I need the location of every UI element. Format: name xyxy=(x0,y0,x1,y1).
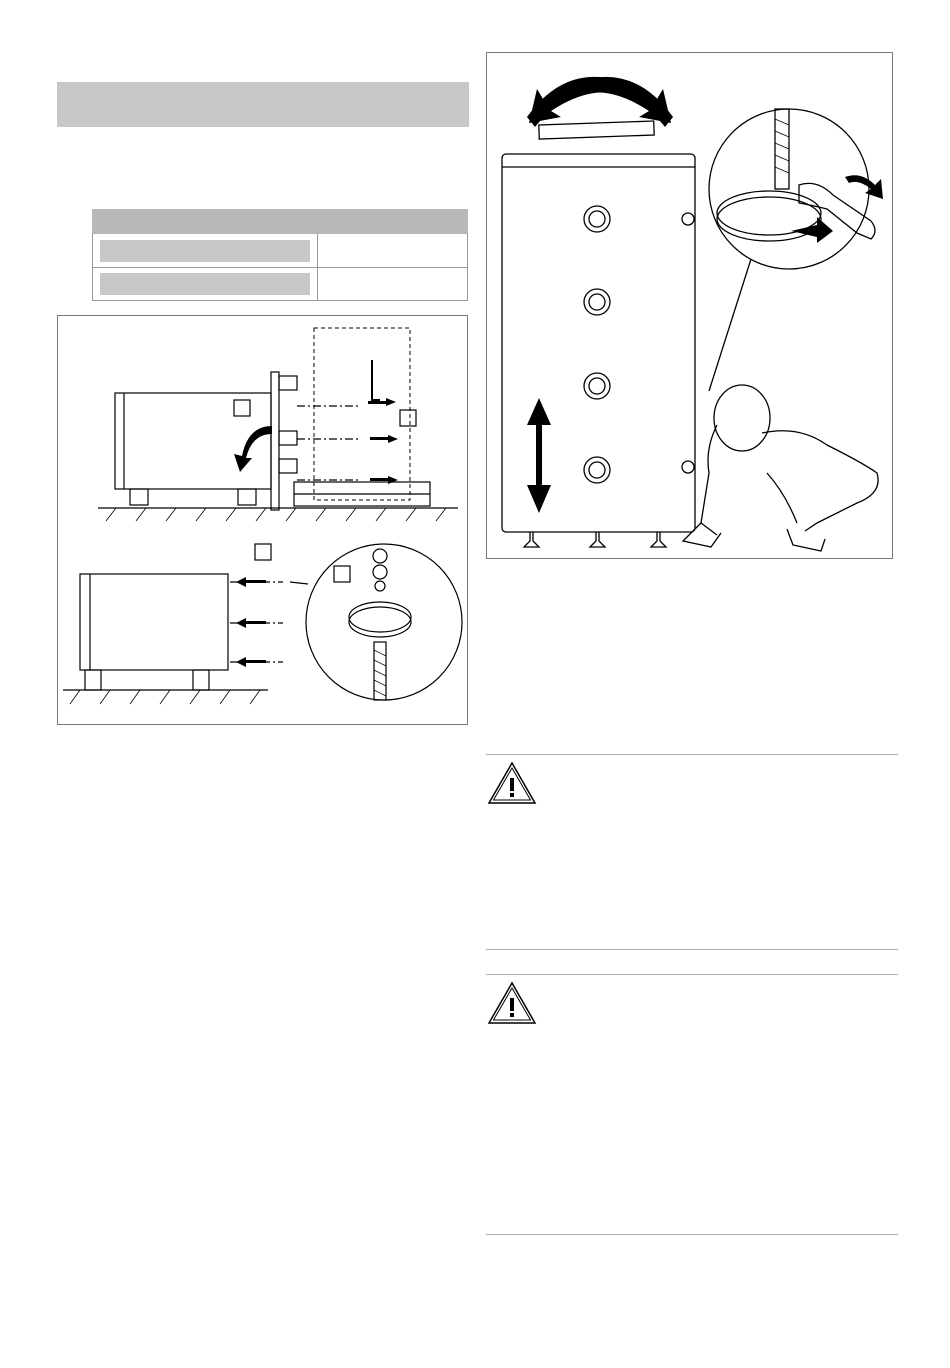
warning-rule-top-1 xyxy=(486,754,898,755)
vertical-adjust-arrow xyxy=(527,398,551,513)
spirit-level xyxy=(539,121,654,139)
label-box-2 xyxy=(400,410,416,426)
table-header-row xyxy=(92,209,468,234)
warning-rule-bottom-1 xyxy=(486,949,898,950)
section-heading-bar xyxy=(57,82,469,127)
label-box-3 xyxy=(255,544,271,560)
leveling-illustration xyxy=(487,53,892,558)
data-table xyxy=(92,234,468,301)
table-row-divider xyxy=(93,267,468,268)
figure-remove-from-pallet xyxy=(57,315,468,725)
tank-on-ground-shape xyxy=(80,574,228,670)
label-box-4 xyxy=(334,566,350,582)
tank-connection-ports xyxy=(584,206,610,483)
warning-triangle-icon xyxy=(487,761,537,805)
figure-level-adjust xyxy=(486,52,893,559)
detail-circle xyxy=(306,544,462,700)
pallet-removal-illustration xyxy=(58,316,467,724)
warning-triangle-icon xyxy=(487,981,537,1025)
warning-rule-top-2 xyxy=(486,974,898,975)
person-figure xyxy=(683,385,878,551)
pallet-block xyxy=(279,376,297,390)
table-cell-label-2 xyxy=(100,273,310,295)
table-cell-label-1 xyxy=(100,240,310,262)
tilt-arrow-left xyxy=(529,77,673,127)
warning-rule-bottom-2 xyxy=(486,1234,898,1235)
label-box-1 xyxy=(234,400,250,416)
